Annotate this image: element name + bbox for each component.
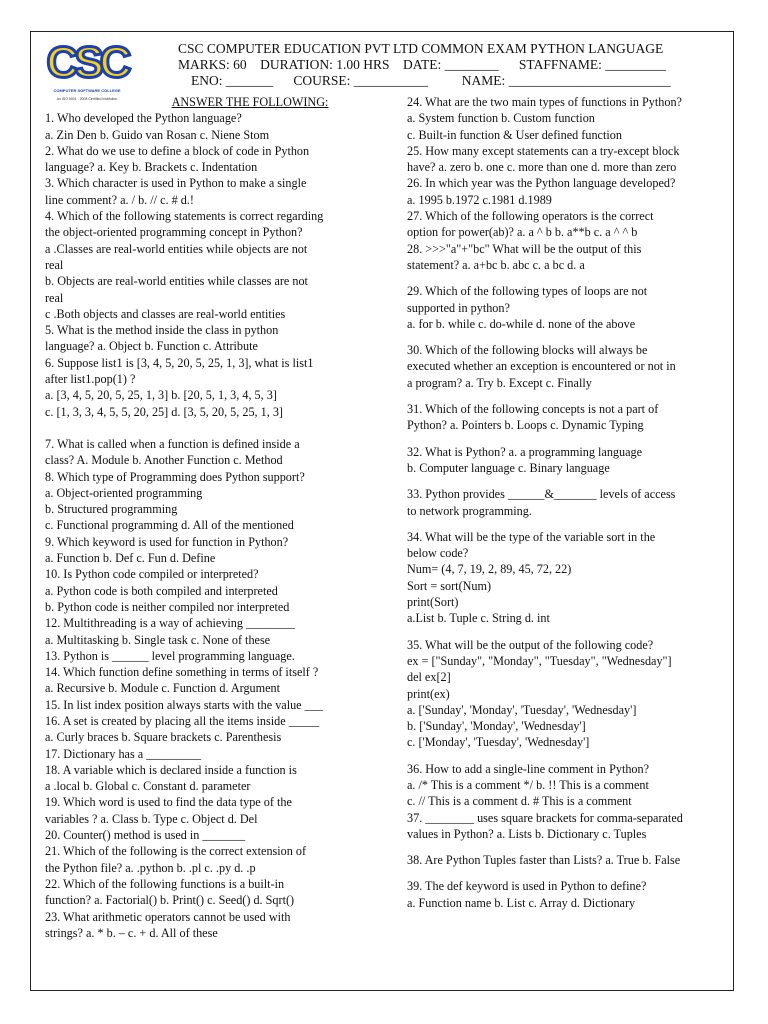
question-line: a. Object-oriented programming [45,485,203,500]
question-line: 2. What do we use to define a block of code in Python [45,143,310,158]
question-line: real [45,290,64,305]
question-line: 24. What are the two main types of functions in Python? [407,95,682,109]
question-line: statement? a. a+bc b. abc c. a bc d. a [407,257,585,272]
question-line: 34. What will be the type of the variable sort in the [407,529,656,544]
question-line: 36. How to add a single-line comment in Python? [407,761,650,776]
question-line: 28. >>>"a"+"bc" What will be the output of this [407,241,642,256]
question-line: 8. Which type of Programming does Python support? [45,469,305,484]
question-line: 39. The def keyword is used in Python to define? [407,879,647,894]
question-line: a. ['Sunday', 'Monday', 'Tuesday', 'Wednesday'] [407,702,637,717]
question-line: a. Function b. Def c. Fun d. Define [45,551,216,566]
question-line: have? a. zero b. one c. more than one d. more than zero [407,160,677,175]
question-line: b. Objects are real-world entities while classes are not [45,274,308,289]
question-line: c. // This is a comment d. # This is a comment [407,794,632,809]
question-line: Sort = sort(Num) [407,578,492,593]
question-line: 17. Dictionary has a _________ [45,746,202,761]
spacer [407,842,725,852]
question-line: b. Python code is neither compiled nor interpreted [45,599,290,614]
right-question-list [407,94,725,911]
question-line: 6. Suppose list1 is [3, 4, 5, 20, 5, 25, 1, 3], what is list1 [45,355,314,370]
question-line: a .Classes are real-world entities while objects are not [45,241,308,256]
logo-text: CSC [46,38,128,87]
spacer [407,476,725,486]
question-line: 7. What is called when a function is defined inside a [45,436,300,451]
question-line: option for power(ab)? a. a ^ b b. a**b c. a ^ ^ b [407,225,638,240]
question-line: 18. A variable which is declared inside a function is [45,762,297,777]
question-line: the object-oriented programming concept in Python? [45,225,303,240]
question-line: 25. How many except statements can a try-except block [407,143,680,158]
question-line: 9. Which keyword is used for function in Python? [45,534,289,549]
spacer [407,627,725,637]
question-line: c. ['Monday', 'Tuesday', 'Wednesday'] [407,735,590,750]
instruction-heading: ANSWER THE FOLLOWING: [171,95,329,109]
question-line: 21. Which of the following is the correct extension of [45,844,307,859]
spacer [407,273,725,283]
question-line: 32. What is Python? a. a programming language [407,444,643,459]
question-line: function? a. Factorial() b. Print() c. Seed() d. Sqrt() [45,893,295,908]
question-line: a. Zin Den b. Guido van Rosan c. Niene Stom [45,127,270,142]
question-line: 27. Which of the following operators is the correct [407,209,654,224]
question-line: language? a. Object b. Function c. Attribute [45,339,258,354]
question-line: a. Curly braces b. Square brackets c. Parenthesis [45,730,282,745]
logo-subtitle: COMPUTER SOFTWARE COLLEGE [53,88,121,93]
question-line: 29. Which of the following types of loops are not [407,284,648,299]
question-line: c. [1, 3, 3, 4, 5, 5, 20, 25] d. [3, 5, 20, 5, 25, 1, 3] [45,404,283,419]
question-line: 12. Multithreading is a way of achieving ________ [45,616,295,631]
left-question-list [45,110,395,941]
left-column [45,94,395,941]
question-line: b. Computer language c. Binary language [407,460,610,475]
question-line: a.List b. Tuple c. String d. int [407,611,550,626]
question-line: 14. Which function define something in terms of itself ? [45,665,319,680]
question-line: 35. What will be the output of the following code? [407,637,654,652]
question-line: 4. Which of the following statements is correct regarding [45,209,324,224]
question-line: c. Functional programming d. All of the mentioned [45,518,294,533]
question-line: 20. Counter() method is used in _______ [45,828,246,843]
question-line: 22. Which of the following functions is a built-in [45,876,285,891]
question-line: values in Python? a. Lists b. Dictionary c. Tuples [407,826,647,841]
csc-logo [45,38,129,102]
spacer [407,868,725,878]
question-line: 19. Which word is used to find the data type of the [45,795,292,810]
question-line: the Python file? a. .python b. .pl c. .py d. .p [45,860,256,875]
question-line: language? a. Key b. Brackets c. Indentation [45,160,258,175]
question-line: a. Recursive b. Module c. Function d. Argument [45,681,281,696]
exam-meta: MARKS: 60 DURATION: 1.00 HRS DATE: ________ STAFFNAME: _________ [178,57,666,72]
question-line: line comment? a. / b. // c. # d.! [45,192,194,207]
question-line: 31. Which of the following concepts is not a part of [407,402,659,417]
question-line: Python? a. Pointers b. Loops c. Dynamic Typing [407,418,644,433]
question-line: print(ex) [407,686,450,701]
question-line: 15. In list index position always starts with the value ___ [45,697,323,712]
spacer [45,420,395,436]
spacer [407,434,725,444]
question-line: after list1.pop(1) ? [45,372,136,387]
question-line: del ex[2] [407,670,451,685]
question-line: variables ? a. Class b. Type c. Object d. Del [45,811,258,826]
question-line: 33. Python provides ______&_______ levels of access [407,487,676,502]
question-line: c .Both objects and classes are real-world entities [45,306,286,321]
question-line: a. 1995 b.1972 c.1981 d.1989 [407,192,552,207]
question-line: a. for b. while c. do-while d. none of the above [407,316,636,331]
question-line: real [45,257,64,272]
question-line: 26. In which year was the Python language developed? [407,176,676,191]
question-line: class? A. Module b. Another Function c. Method [45,453,283,468]
exam-title: CSC COMPUTER EDUCATION PVT LTD COMMON EXAM PYTHON LANGUAGE [178,41,664,56]
question-line: 5. What is the method inside the class in python [45,323,279,338]
question-line: ex = ["Sunday", "Monday", "Tuesday", "Wednesday"] [407,653,672,668]
question-line: a. Python code is both compiled and interpreted [45,583,278,598]
logo-certification: An ISO 9001 : 2008 Certified Institution [56,97,118,101]
question-line: b. ['Sunday', 'Monday', 'Wednesday'] [407,719,586,734]
spacer [407,751,725,761]
question-line: 1. Who developed the Python language? [45,111,242,126]
question-line: 37. ________ uses square brackets for comma-separated [407,810,683,825]
question-line: 16. A set is created by placing all the items inside _____ [45,713,320,728]
spacer [407,391,725,401]
spacer [407,519,725,529]
question-line: a. Multitasking b. Single task c. None of these [45,632,271,647]
student-fields: ENO: _______ COURSE: ___________ NAME: ________________________ [191,73,671,88]
question-line: a. System function b. Custom function [407,111,595,126]
question-line: 38. Are Python Tuples faster than Lists? a. True b. False [407,853,681,868]
question-line: 3. Which character is used in Python to make a single [45,176,307,191]
question-line: supported in python? [407,300,510,315]
question-line: 23. What arithmetic operators cannot be used with [45,909,291,924]
question-line: print(Sort) [407,595,459,610]
question-line: 30. Which of the following blocks will always be [407,343,648,358]
question-line: a. [3, 4, 5, 20, 5, 25, 1, 3] b. [20, 5, 1, 3, 4, 5, 3] [45,388,277,403]
question-line: 13. Python is ______ level programming language. [45,648,295,663]
question-line: a. /* This is a comment */ b. !! This is a comment [407,777,649,792]
exam-sheet [30,31,734,991]
question-line: Num= (4, 7, 19, 2, 89, 45, 72, 22) [407,562,572,577]
question-line: c. Built-in function & User defined function [407,127,622,142]
question-line: strings? a. * b. – c. + d. All of these [45,925,218,940]
question-line: b. Structured programming [45,502,178,517]
question-line: to network programming. [407,503,532,518]
question-line: a program? a. Try b. Except c. Finally [407,375,592,390]
right-column [407,94,725,911]
question-line: a .local b. Global c. Constant d. parameter [45,779,251,794]
question-line: below code? [407,546,469,561]
question-line: 10. Is Python code compiled or interpreted? [45,567,259,582]
spacer [407,332,725,342]
question-line: executed whether an exception is encountered or not in [407,359,676,374]
question-line: a. Function name b. List c. Array d. Dictionary [407,895,636,910]
